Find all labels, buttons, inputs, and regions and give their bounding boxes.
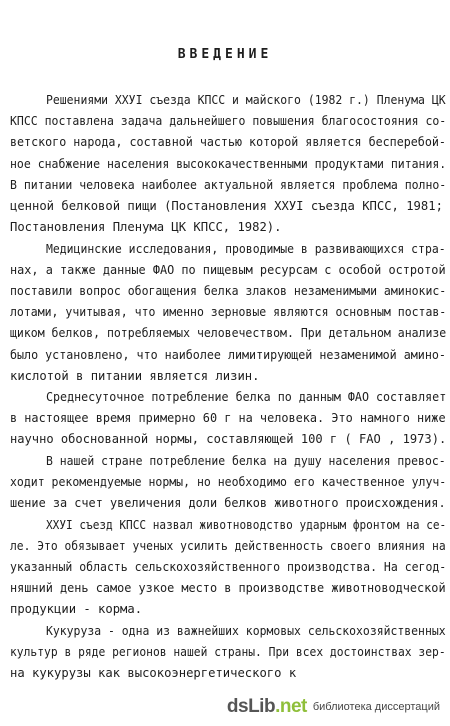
text-line: Кукуруза - одна из важнейших кормовых сельскохозяйственных bbox=[46, 624, 446, 638]
text-line: Медицинские исследования, проводимые в развивающихся стра- bbox=[46, 242, 446, 256]
text-line: ное снабжение населения высококачественными продуктами питания. bbox=[10, 157, 447, 171]
text-line: кислотой в питании является лизин. bbox=[10, 369, 260, 383]
text-line: Постановления Пленума ЦК КПСС, 1982). bbox=[10, 220, 282, 234]
text-line: нах, а также данные ФАО по пищевым ресурсам с особой остротой bbox=[10, 263, 446, 277]
text-line: ле. Это обязывает ученых усилить действенность своего влияния на bbox=[10, 539, 446, 553]
text-line: Среднесуточное потребление белка по данным ФАО составляет bbox=[46, 390, 447, 404]
text-line: в настоящее время примерно 60 г на человека. Это намного ниже bbox=[10, 411, 446, 425]
text-line: поставили вопрос обогащения белка злаков незаменимыми аминокис- bbox=[10, 284, 447, 298]
logo-accent: .net bbox=[275, 696, 307, 717]
text-line: щиком белков, потребляемых человечеством. При детальном анализе bbox=[10, 326, 447, 340]
text-line: ветского народа, составной частью которой является бесперебой- bbox=[10, 135, 446, 149]
text-line: на кукурузы как высокоэнергетического к bbox=[10, 666, 297, 680]
text-line: указанный область сельскохозяйственного производства. На сегод- bbox=[10, 560, 447, 574]
dslib-logo bbox=[227, 696, 307, 718]
text-line: лотами, учитывая, что именно зерновые являются основным постав- bbox=[10, 305, 447, 319]
text-line: В питании человека наиболее актуальной является проблема полно- bbox=[10, 178, 447, 192]
text-line: культур в ряде регионов нашей страны. При всех достоинствах зер- bbox=[10, 645, 446, 659]
text-line: ценной белковой пищи (Постановления XXУI съезда КПСС, 1981; bbox=[10, 199, 443, 213]
text-line: Решениями XXУI съезда КПСС и майского (1982 г.) Пленума ЦК bbox=[46, 93, 446, 107]
dslib-watermark[interactable] bbox=[223, 694, 444, 720]
text-line: шение за счет увеличения доли белков животного происхождения. bbox=[10, 496, 446, 510]
text-line: В нашей стране потребление белка на душу населения превос- bbox=[46, 454, 446, 468]
watermark-subtitle: библиотека диссертаций bbox=[312, 701, 440, 713]
text-line: было установлено, что наиболее лимитирующей незаменимой амино- bbox=[10, 348, 446, 362]
text-line: научно обоснованной нормы, составляющей 100 г ( FAO , 1973). bbox=[10, 432, 447, 446]
text-line: XXУI съезд КПСС назвал животноводство ударным фронтом на се- bbox=[46, 518, 447, 532]
text-line: продукции - корма. bbox=[10, 602, 143, 616]
text-line: КПСС поставлена задача дальнейшего повышения благосостояния со- bbox=[10, 114, 447, 128]
document-title: ВВЕДЕНИЕ bbox=[177, 47, 273, 62]
logo-main: dsLib bbox=[226, 696, 276, 717]
text-line: няшний день самое узкое место в производстве животноводческой bbox=[10, 581, 446, 595]
text-line: ходит рекомендуемые нормы, но необходимо его качественное улуч- bbox=[10, 475, 447, 489]
